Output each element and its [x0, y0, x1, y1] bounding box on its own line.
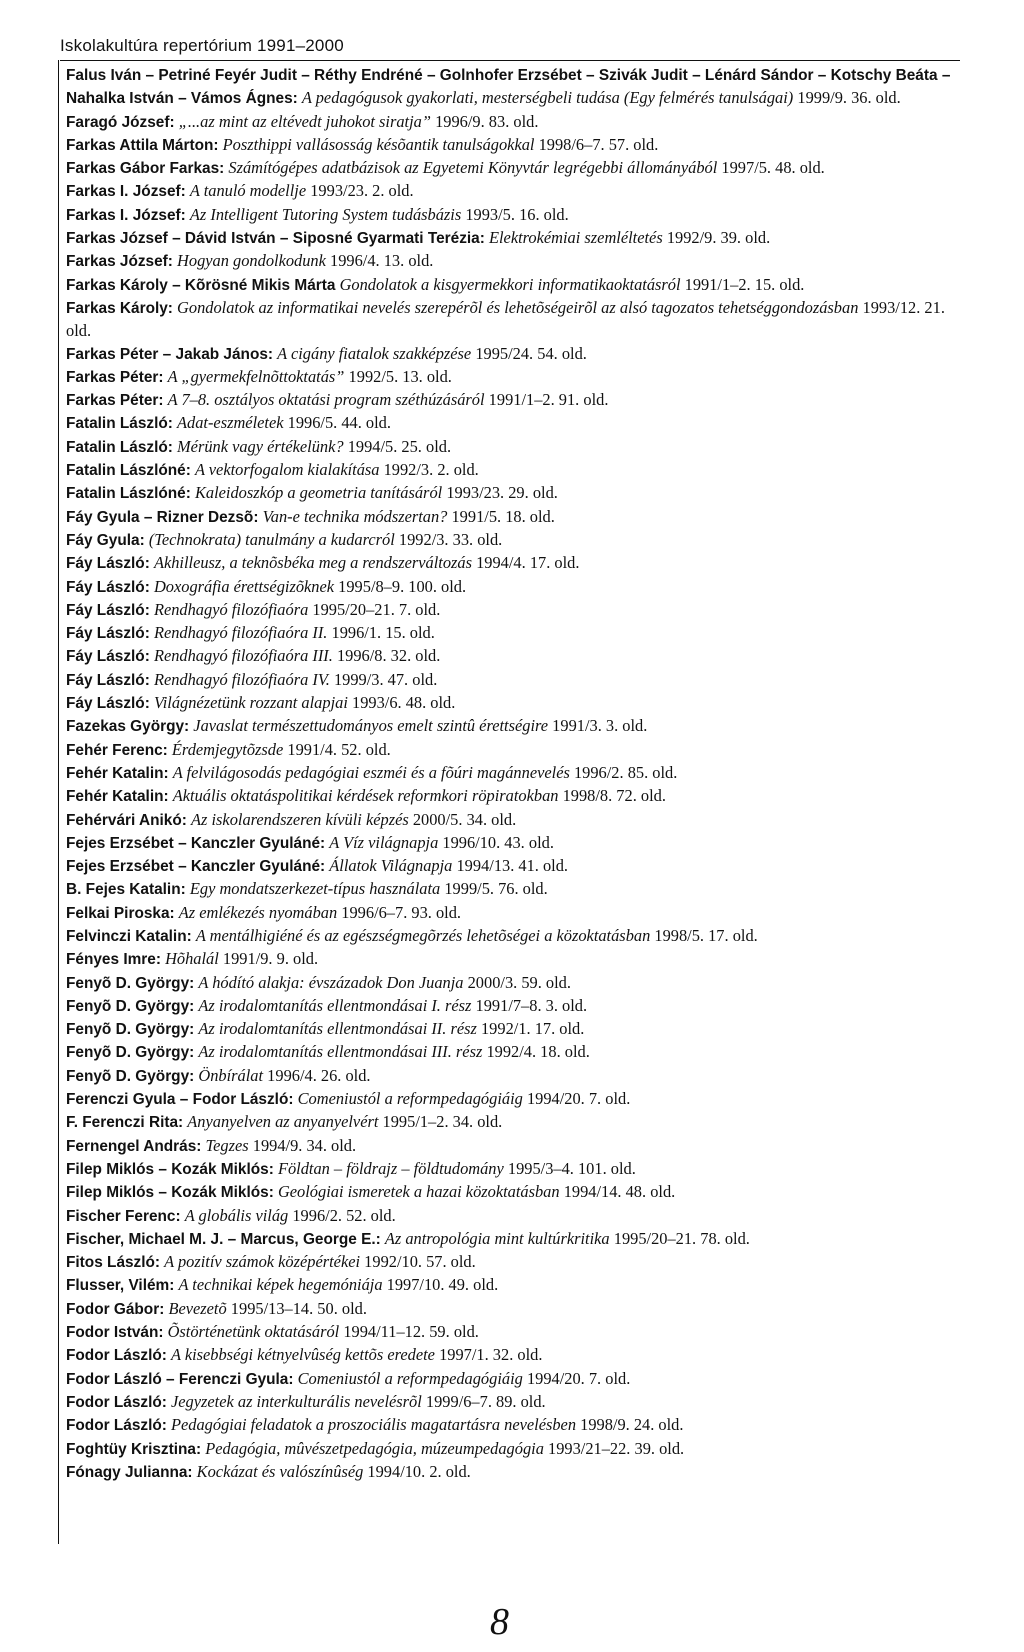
entry-title: Gondolatok a kisgyermekkori informatikaoktatásról [339, 274, 681, 294]
bibliography-entry [66, 1368, 958, 1391]
entry-reference: 1996/6–7. 93. old. [341, 902, 462, 922]
entry-reference: 1995/24. 54. old. [475, 343, 587, 363]
entry-author: Fáy László: [66, 625, 150, 643]
entry-title: Pedagógiai feladatok a proszociális magatartásra nevelésben [171, 1415, 577, 1435]
bibliography-entry [66, 297, 958, 343]
entry-title: Doxográfia érettségizõknek [153, 576, 335, 596]
entry-reference: 1991/3. 3. old. [552, 716, 648, 736]
bibliography-entry [66, 1274, 958, 1297]
entry-title: Az antropológia mint kultúrkritika [384, 1228, 610, 1248]
entry-author: Fehér Katalin: [66, 764, 169, 782]
bibliography-entry [66, 482, 958, 505]
entry-title: Rendhagyó filozófiaóra II. [153, 623, 328, 643]
bibliography-entry [66, 1344, 958, 1367]
entry-title: Rendhagyó filozófiaóra III. [153, 646, 333, 666]
bibliography-entry [66, 576, 958, 599]
entry-title: Az irodalomtanítás ellentmondásai III. rész [198, 1042, 483, 1062]
entry-title: Hogyan gondolkodunk [177, 251, 326, 271]
entry-title: A vektorfogalom kialakítása [194, 460, 380, 480]
entry-title: Állatok Világnapja [329, 856, 453, 876]
entry-title: Gondolatok az informatikai nevelés szerepérõl és lehetõségeirõl az alsó tagozatos tehetséggondozásban [177, 297, 859, 317]
entry-author: Farkas Gábor Farkas: [66, 160, 225, 178]
entry-author: Farkas I. József: [66, 206, 186, 224]
entry-author: Fáy László: [66, 578, 150, 596]
entry-author: Felkai Piroska: [66, 904, 175, 922]
entry-author: Fischer, Michael M. J. – Marcus, George E.: [66, 1230, 381, 1248]
bibliography-entry [66, 529, 958, 552]
bibliography-entry [66, 1251, 958, 1274]
entry-title: Poszthippi vallásosság késõantik tanulságokkal [222, 134, 535, 154]
entry-reference: 1991/1–2. 91. old. [488, 390, 609, 410]
entry-title: Bevezetõ [168, 1298, 227, 1318]
entry-title: Az Intelligent Tutoring System tudásbázis [189, 204, 462, 224]
entry-reference: 1992/9. 39. old. [666, 228, 771, 248]
entry-author: Felvinczi Katalin: [66, 927, 192, 945]
entry-author: Filep Miklós – Kozák Miklós: [66, 1184, 274, 1202]
entry-reference: 1996/2. 52. old. [292, 1205, 396, 1225]
entry-reference: 1994/10. 2. old. [367, 1461, 471, 1481]
entry-author: Fodor László: [66, 1393, 167, 1411]
entry-reference: 1996/2. 85. old. [573, 762, 678, 782]
entry-title: Õstörténetünk oktatásáról [167, 1322, 340, 1342]
entry-title: Comeniustól a reformpedagógiáig [297, 1368, 523, 1388]
entry-reference: 1997/10. 49. old. [386, 1275, 499, 1295]
entry-author: Farkas József: [66, 253, 173, 271]
entry-title: A globális világ [184, 1205, 289, 1225]
entry-title: Rendhagyó filozófiaóra [153, 599, 309, 619]
entry-reference: 1996/4. 13. old. [330, 251, 434, 271]
bibliography-entry [66, 180, 958, 203]
bibliography-entry [66, 645, 958, 668]
entry-title: Anyanyelven az anyanyelvért [187, 1112, 379, 1132]
entry-author: Fazekas György: [66, 718, 190, 736]
entry-reference: 1993/12. 21. old. [66, 297, 945, 341]
entry-reference: 1993/5. 16. old. [465, 204, 569, 224]
entry-title: Önbírálat [198, 1065, 264, 1085]
entry-reference: 1994/20. 7. old. [526, 1368, 631, 1388]
entry-reference: 1994/11–12. 59. old. [343, 1322, 479, 1342]
entry-author: Fatalin Lászlóné: [66, 462, 191, 480]
entry-author: Fodor István: [66, 1324, 164, 1342]
bibliography-entry [66, 1041, 958, 1064]
bibliography-entry [66, 762, 958, 785]
bibliography-entry [66, 809, 958, 832]
entry-reference: 1993/23. 29. old. [446, 483, 558, 503]
entry-reference: 1991/1–2. 15. old. [684, 274, 805, 294]
entry-author: Falus Iván – Petriné Feyér Judit – Réthy Endréné – Golnhofer Erzsébet – Szivák Judit – Lénárd Sándor – Kotschy Beáta – Nahalka István – Vámos Ágnes: [66, 67, 951, 108]
entry-title: Geológiai ismeretek a hazai közoktatásban [277, 1182, 560, 1202]
running-header: Iskolakultúra repertórium 1991–2000 [60, 36, 344, 55]
bibliography-entry [66, 1461, 958, 1484]
entry-reference: 1995/1–2. 34. old. [382, 1112, 503, 1132]
entry-author: Farkas I. József: [66, 183, 186, 201]
entry-reference: 1992/10. 57. old. [364, 1252, 476, 1272]
entry-reference: 1992/4. 18. old. [486, 1042, 590, 1062]
entry-author: Fáy László: [66, 648, 150, 666]
bibliography-entry [66, 343, 958, 366]
entry-title: Van-e technika módszertan? [262, 506, 448, 526]
bibliography-entry [66, 1321, 958, 1344]
entry-reference: 1999/6–7. 89. old. [425, 1391, 546, 1411]
entry-author: Fenyõ D. György: [66, 1044, 195, 1062]
entry-reference: 2000/3. 59. old. [467, 972, 571, 992]
entry-title: „...az mint az eltévedt juhokot siratja” [178, 111, 431, 131]
entry-reference: 1997/1. 32. old. [439, 1345, 543, 1365]
entry-reference: 1995/20–21. 78. old. [613, 1228, 750, 1248]
entry-title: Egy mondatszerkezet-típus használata [189, 879, 441, 899]
bibliography-entry [66, 1298, 958, 1321]
bibliography-entry [66, 1111, 958, 1134]
entry-author: Farkas Péter – Jakab János: [66, 345, 274, 363]
entry-reference: 1994/20. 7. old. [526, 1089, 631, 1109]
bibliography-entry [66, 389, 958, 412]
entry-title: A mentálhigiéné és az egészségmegõrzés lehetõségei a közoktatásban [195, 925, 651, 945]
bibliography-entry [66, 1391, 958, 1414]
entry-author: Fáy László: [66, 555, 150, 573]
entry-title: Kockázat és valószínûség [196, 1461, 364, 1481]
entry-author: Fehér Ferenc: [66, 741, 168, 759]
bibliography-entry [66, 412, 958, 435]
entry-title: Földtan – földrajz – földtudomány [277, 1158, 504, 1178]
entry-reference: 1991/5. 18. old. [451, 506, 555, 526]
entry-author: Fáy László: [66, 695, 150, 713]
entry-reference: 1992/5. 13. old. [348, 366, 452, 386]
entry-title: Rendhagyó filozófiaóra IV. [153, 669, 330, 689]
entry-title: Javaslat természettudományos emelt szintû érettségire [193, 716, 549, 736]
entry-author: Fényes Imre: [66, 951, 161, 969]
bibliography-entry [66, 366, 958, 389]
entry-author: B. Fejes Katalin: [66, 881, 186, 899]
bibliography-entry [66, 832, 958, 855]
entry-title: Érdemjegytõzsde [171, 739, 284, 759]
entry-title: Elektrokémiai szemléltetés [488, 228, 663, 248]
entry-title: Világnézetünk rozzant alapjai [153, 693, 348, 713]
entry-author: Fernengel András: [66, 1137, 202, 1155]
entry-author: Fónagy Julianna: [66, 1463, 193, 1481]
bibliography-entry [66, 64, 958, 111]
entry-author: Fenyõ D. György: [66, 997, 195, 1015]
entry-author: Foghtüy Krisztina: [66, 1440, 202, 1458]
bibliography-entry [66, 459, 958, 482]
bibliography-entry [66, 739, 958, 762]
entry-reference: 1999/5. 76. old. [444, 879, 548, 899]
entry-reference: 1999/3. 47. old. [333, 669, 438, 689]
entry-author: Fejes Erzsébet – Kanczler Gyuláné: [66, 858, 326, 876]
entry-reference: 1996/8. 32. old. [336, 646, 441, 666]
entry-author: Fejes Erzsébet – Kanczler Gyuláné: [66, 834, 326, 852]
bibliography-entry [66, 692, 958, 715]
entry-title: A pozitív számok középértékei [164, 1252, 361, 1272]
bibliography-entry [66, 157, 958, 180]
entry-reference: 1993/21–22. 39. old. [548, 1438, 685, 1458]
entry-title: Mérünk vagy értékelünk? [177, 436, 344, 456]
bibliography-entry [66, 715, 958, 738]
entry-author: Fodor László – Ferenczi Gyula: [66, 1370, 294, 1388]
bibliography-entry [66, 204, 958, 227]
entry-list [66, 64, 958, 1484]
entry-author: Fehér Katalin: [66, 788, 169, 806]
bibliography-entry [66, 599, 958, 622]
entry-title: Adat-eszméletek [177, 413, 284, 433]
bibliography-entry [66, 436, 958, 459]
bibliography-entry [66, 274, 958, 297]
entry-title: Az emlékezés nyomában [178, 902, 338, 922]
entry-author: Fenyõ D. György: [66, 1021, 195, 1039]
entry-author: Farkas Károly – Kõrösné Mikis Márta [66, 276, 336, 294]
bibliography-entry [66, 250, 958, 273]
bibliography-entry [66, 1158, 958, 1181]
entry-author: Ferenczi Gyula – Fodor László: [66, 1091, 294, 1109]
bibliography-entry [66, 855, 958, 878]
entry-reference: 1994/9. 34. old. [252, 1135, 357, 1155]
entry-title: Számítógépes adatbázisok az Egyetemi Könyvtár legrégebbi állományából [228, 158, 718, 178]
entry-author: Fenyõ D. György: [66, 1067, 195, 1085]
entry-reference: 1991/4. 52. old. [287, 739, 391, 759]
entry-reference: 1995/20–21. 7. old. [312, 599, 441, 619]
entry-title: Az iskolarendszeren kívüli képzés [191, 809, 409, 829]
bibliography-entry [66, 785, 958, 808]
entry-title: A 7–8. osztályos oktatási program széthúzásáról [167, 390, 485, 410]
entry-reference: 1998/5. 17. old. [654, 925, 758, 945]
bibliography-entry [66, 1135, 958, 1158]
entry-reference: 1998/6–7. 57. old. [538, 134, 659, 154]
entry-title: A hódító alakja: évszázadok Don Juanja [198, 972, 464, 992]
bibliography-entry [66, 506, 958, 529]
entry-title: A cigány fiatalok szakképzése [277, 343, 472, 363]
bibliography-entry [66, 552, 958, 575]
bibliography-entry [66, 1088, 958, 1111]
entry-reference: 1996/4. 26. old. [267, 1065, 371, 1085]
bibliography-entry [66, 878, 958, 901]
entry-reference: 1994/5. 25. old. [347, 436, 452, 456]
entry-reference: 1996/10. 43. old. [442, 832, 554, 852]
entry-title: Az irodalomtanítás ellentmondásai I. rész [198, 995, 472, 1015]
entry-title: Comeniustól a reformpedagógiáig [297, 1089, 523, 1109]
entry-reference: 1995/8–9. 100. old. [338, 576, 467, 596]
entry-reference: 1992/3. 33. old. [398, 529, 503, 549]
entry-author: Flusser, Vilém: [66, 1277, 175, 1295]
bibliography-entry [66, 1205, 958, 1228]
entry-reference: 1995/13–14. 50. old. [230, 1298, 367, 1318]
entry-reference: 1994/13. 41. old. [456, 856, 569, 876]
entry-author: Fodor László: [66, 1347, 167, 1365]
entry-author: Farkas Péter: [66, 392, 164, 410]
entry-author: Fischer Ferenc: [66, 1207, 181, 1225]
entry-title: A „gyermekfelnõttoktatás” [167, 366, 345, 386]
entry-author: Fáy László: [66, 601, 150, 619]
entry-author: Faragó József: [66, 113, 175, 131]
entry-reference: 1999/9. 36. old. [797, 88, 901, 108]
entry-author: Farkas Attila Márton: [66, 136, 219, 154]
bibliography-entry [66, 1065, 958, 1088]
entry-author: Fatalin Lászlóné: [66, 485, 191, 503]
bibliography-entry [66, 111, 958, 134]
entry-reference: 1993/6. 48. old. [352, 693, 456, 713]
entry-title: (Technokrata) tanulmány a kudarcról [148, 529, 395, 549]
bibliography-entry [66, 1228, 958, 1251]
entry-title: Tegzes [205, 1135, 249, 1155]
page-number: 8 [490, 1601, 509, 1643]
entry-reference: 1993/23. 2. old. [310, 181, 414, 201]
entry-reference: 1995/3–4. 101. old. [507, 1158, 636, 1178]
entry-author: Farkas Károly: [66, 299, 173, 317]
entry-reference: 1992/1. 17. old. [480, 1019, 585, 1039]
entry-title: Akhilleusz, a teknõsbéka meg a rendszerváltozás [153, 553, 472, 573]
entry-reference: 1994/4. 17. old. [476, 553, 580, 573]
header-rule [60, 60, 960, 61]
entry-title: A pedagógusok gyakorlati, mesterségbeli tudása (Egy felmérés tanulságai) [301, 88, 794, 108]
bibliography-entry [66, 972, 958, 995]
entry-title: A tanuló modellje [189, 181, 307, 201]
entry-reference: 1991/9. 9. old. [222, 949, 319, 969]
entry-author: Fatalin László: [66, 438, 173, 456]
entry-reference: 1996/5. 44. old. [287, 413, 391, 433]
entry-reference: 1997/5. 48. old. [721, 158, 825, 178]
bibliography-entry [66, 134, 958, 157]
entry-title: Az irodalomtanítás ellentmondásai II. rész [198, 1019, 477, 1039]
entry-title: Aktuális oktatáspolitikai kérdések reformkori röpiratokban [172, 786, 559, 806]
entry-author: Fáy László: [66, 671, 150, 689]
bibliography-entry [66, 1414, 958, 1437]
entry-title: Kaleidoszkóp a geometria tanításáról [194, 483, 443, 503]
entry-reference: 1991/7–8. 3. old. [475, 995, 588, 1015]
entry-author: Fodor László: [66, 1417, 167, 1435]
entry-author: Fehérvári Anikó: [66, 811, 187, 829]
entry-title: Pedagógia, mûvészetpedagógia, múzeumpedagógia [205, 1438, 544, 1458]
entry-author: Fitos László: [66, 1254, 161, 1272]
bibliography-entry [66, 669, 958, 692]
bibliography-entry [66, 902, 958, 925]
margin-rule [58, 60, 59, 1544]
entry-title: Hõhalál [165, 949, 219, 969]
bibliography-entry [66, 1181, 958, 1204]
entry-title: Jegyzetek az interkulturális nevelésrõl [171, 1391, 422, 1411]
entry-reference: 1998/8. 72. old. [562, 786, 666, 806]
entry-author: Farkas Péter: [66, 368, 164, 386]
entry-title: A kisebbségi kétnyelvûség kettõs eredete [171, 1345, 435, 1365]
entry-title: A felvilágosodás pedagógiai eszméi és a fõúri magánnevelés [172, 762, 570, 782]
entry-author: Fatalin László: [66, 415, 173, 433]
entry-reference: 1994/14. 48. old. [563, 1182, 676, 1202]
bibliography-entry [66, 227, 958, 250]
bibliography-entry [66, 1438, 958, 1461]
entry-author: Fáy Gyula – Rizner Dezsõ: [66, 508, 259, 526]
entry-author: Farkas József – Dávid István – Siposné Gyarmati Terézia: [66, 230, 485, 248]
entry-author: F. Ferenczi Rita: [66, 1114, 184, 1132]
entry-author: Fenyõ D. György: [66, 974, 195, 992]
entry-author: Fodor Gábor: [66, 1300, 165, 1318]
bibliography-entry [66, 622, 958, 645]
entry-author: Filep Miklós – Kozák Miklós: [66, 1160, 274, 1178]
entry-reference: 1996/1. 15. old. [331, 623, 435, 643]
bibliography-entry [66, 995, 958, 1018]
entry-reference: 2000/5. 34. old. [412, 809, 517, 829]
bibliography-entry [66, 948, 958, 971]
bibliography-entry [66, 925, 958, 948]
bibliography-entry [66, 1018, 958, 1041]
entry-author: Fáy Gyula: [66, 531, 145, 549]
entry-title: A Víz világnapja [329, 832, 439, 852]
entry-reference: 1992/3. 2. old. [383, 460, 479, 480]
entry-reference: 1998/9. 24. old. [580, 1415, 684, 1435]
entry-reference: 1996/9. 83. old. [435, 111, 539, 131]
entry-title: A technikai képek hegemóniája [178, 1275, 383, 1295]
